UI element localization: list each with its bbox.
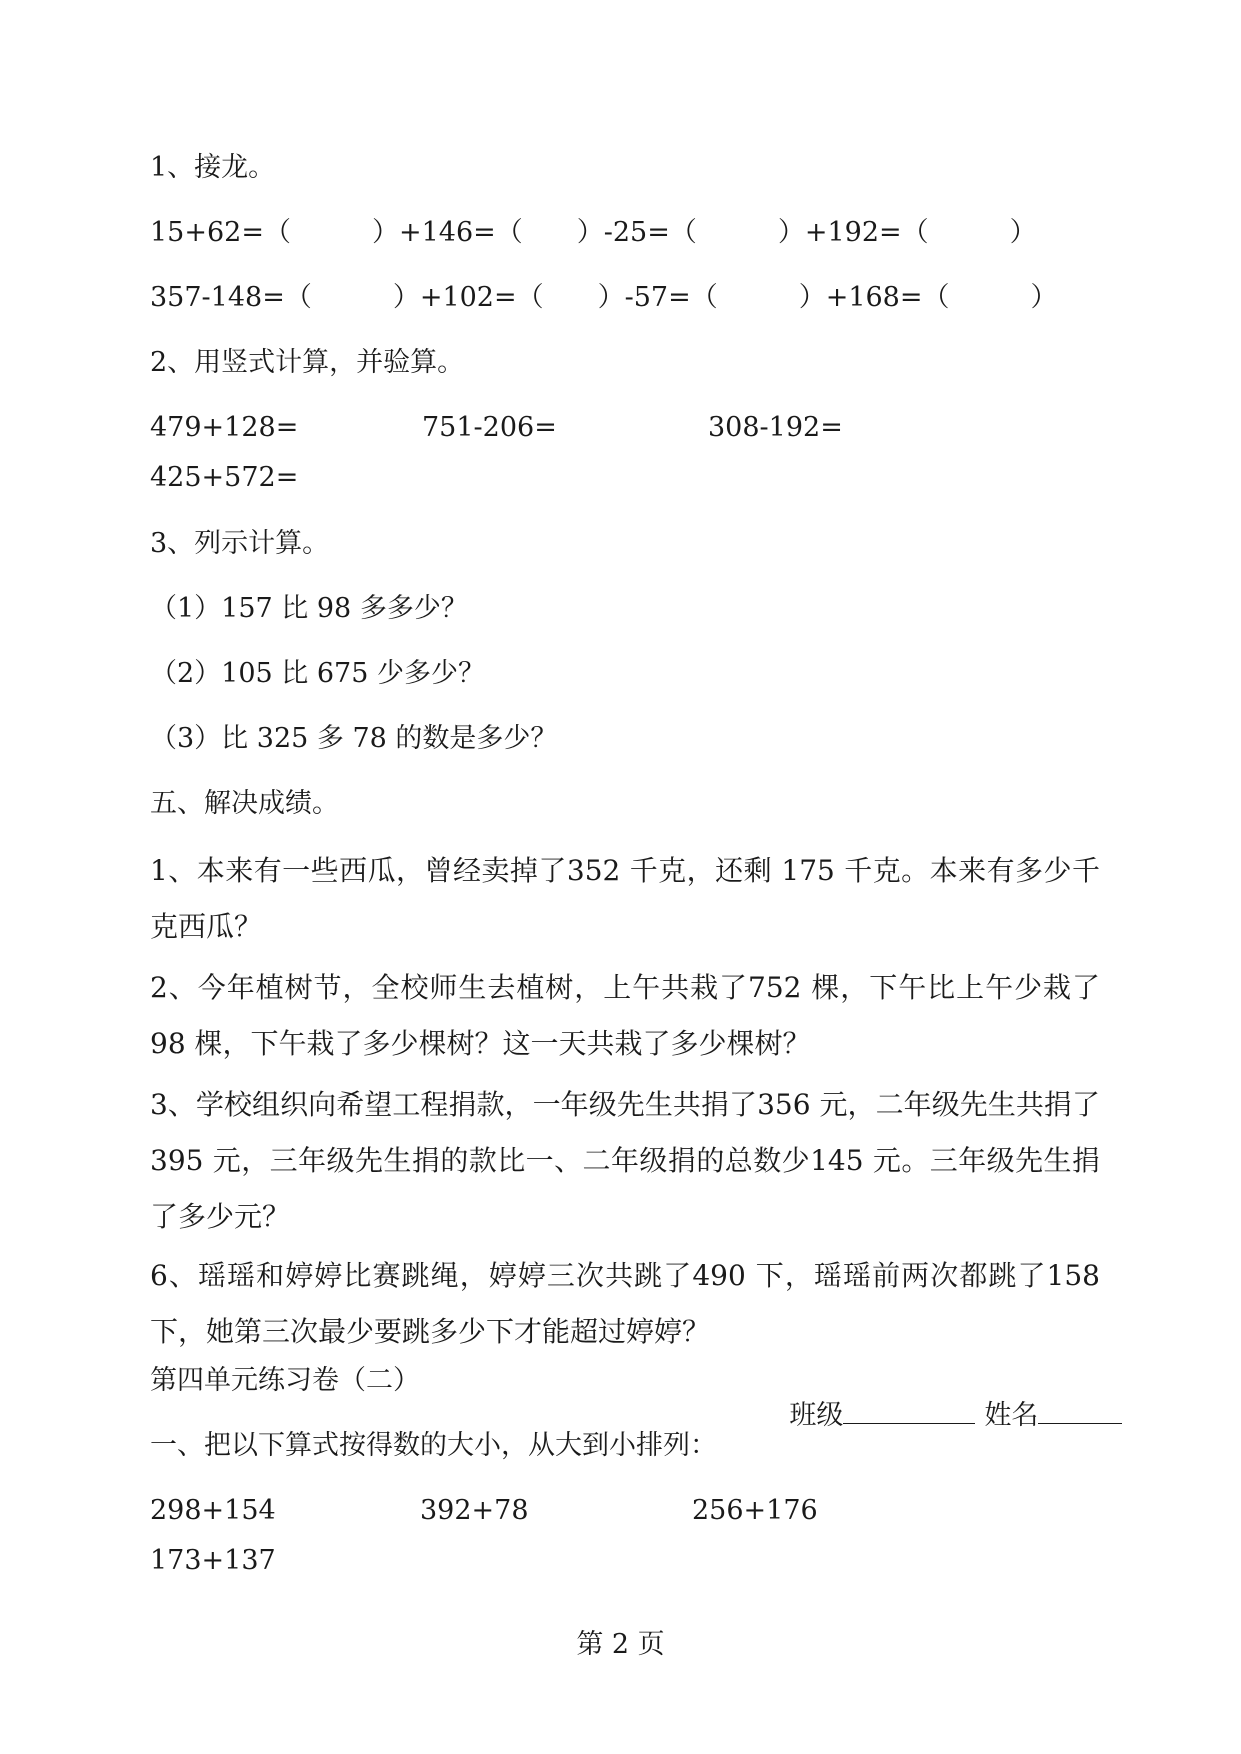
word-problem-2: 2、今年植树节，全校师生去植树，上午共栽了752 棵，下午比上午少栽了 98 棵，下午栽了多少棵树？这一天共栽了多少棵树？ xyxy=(150,971,1100,1060)
word-problem-6: 6、瑶瑶和婷婷比赛跳绳，婷婷三次共跳了490 下，瑶瑶前两次都跳了158 下，她第三次最少要跳多少下才能超过婷婷？ xyxy=(150,1259,1100,1348)
sort-expression: 392+78 xyxy=(420,1495,529,1526)
section3-title: 3、列示计算。 xyxy=(150,528,330,559)
class-label: 班级 xyxy=(789,1400,844,1432)
sort-expression: 256+176 xyxy=(692,1495,818,1526)
section1-title: 1、接龙。 xyxy=(150,152,276,183)
vertical-calc-problem: 479+128= xyxy=(150,412,299,443)
vertical-calc-problem: 308-192= xyxy=(708,412,843,443)
section5-title: 五、解决成绩。 xyxy=(150,788,339,819)
class-field xyxy=(755,1365,975,1465)
part1-title: 一、把以下算式按得数的大小，从大到小排列： xyxy=(150,1430,717,1461)
chain-problem-1: 15+62=（ ）+146=（ ）-25=（ ）+192=（ ） xyxy=(150,217,1037,248)
name-label: 姓名 xyxy=(984,1400,1039,1432)
expression-item: （1）157 比 98 多多少？ xyxy=(150,593,468,624)
sort-expression: 298+154 xyxy=(150,1495,276,1526)
vertical-calc-problem: 751-206= xyxy=(422,412,557,443)
name-blank xyxy=(1038,1397,1122,1424)
expression-item: （2）105 比 675 少多少？ xyxy=(150,658,485,689)
word-problem-1: 1、本来有一些西瓜，曾经卖掉了352 千克，还剩 175 千克。本来有多少千克西瓜？ xyxy=(150,854,1100,943)
vertical-calc-problem: 425+572= xyxy=(150,462,299,493)
chain-problem-2: 357-148=（ ）+102=（ ）-57=（ ）+168=（ ） xyxy=(150,282,1058,313)
expression-item: （3）比 325 多 78 的数是多少？ xyxy=(150,723,558,754)
unit-title: 第四单元练习卷（二） xyxy=(150,1365,420,1396)
word-problem-3: 3、学校组织向希望工程捐款，一年级先生共捐了356 元，二年级先生共捐了 395 元，三年级先生捐的款比一、二年级捐的总数少145 元。三年级先生捐了多少元？ xyxy=(150,1088,1100,1233)
name-field xyxy=(950,1365,1122,1465)
sort-expression: 173+137 xyxy=(150,1545,276,1576)
section2-title: 2、用竖式计算，并验算。 xyxy=(150,347,465,378)
page-number: 第 2 页 xyxy=(576,1629,665,1660)
